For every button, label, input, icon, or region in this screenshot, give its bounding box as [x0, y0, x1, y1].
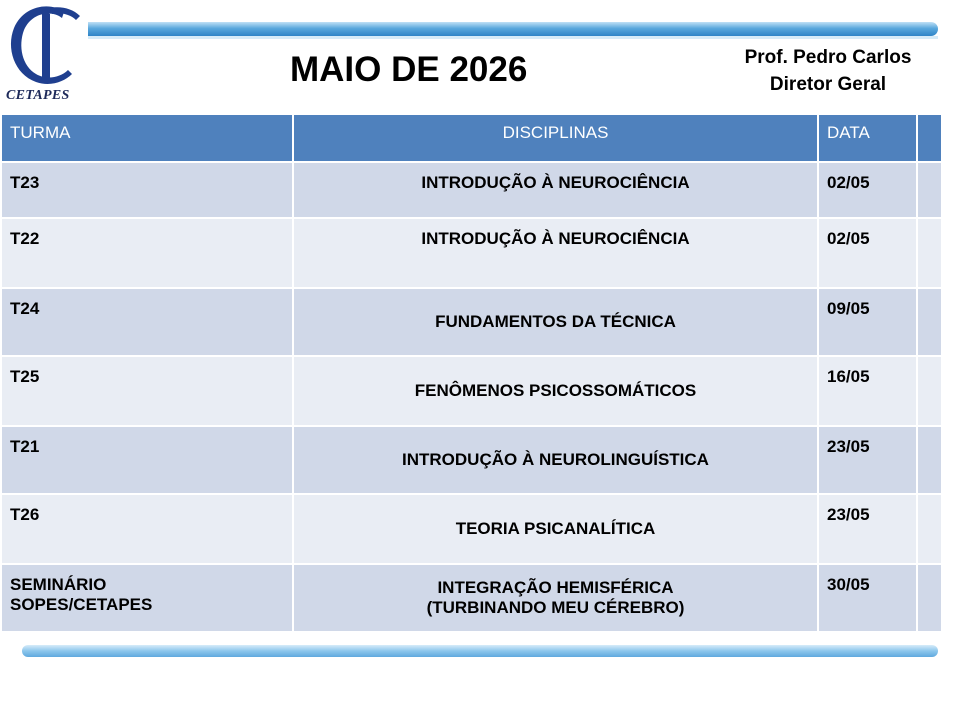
cell-data: 16/05 [818, 356, 917, 426]
table-row [1, 162, 942, 218]
table-row [1, 564, 942, 632]
cell-disciplina: INTRODUÇÃO À NEUROCIÊNCIA [293, 162, 818, 218]
top-decorative-line [88, 22, 938, 36]
cell-disciplina: FENÔMENOS PSICOSSOMÁTICOS [293, 356, 818, 426]
cell-turma [1, 564, 293, 632]
cell-disciplina: TEORIA PSICANALÍTICA [293, 494, 818, 564]
cell-disciplina: FUNDAMENTOS DA TÉCNICA [293, 288, 818, 356]
cell-extra [917, 356, 942, 426]
table-row [1, 494, 942, 564]
column-header-turma: TURMA [1, 114, 293, 162]
column-header-disciplinas: DISCIPLINAS [293, 114, 818, 162]
schedule-table [0, 113, 943, 633]
cell-data: 02/05 [818, 218, 917, 288]
cell-extra [917, 426, 942, 494]
cell-data: 09/05 [818, 288, 917, 356]
table-row [1, 288, 942, 356]
cell-turma: T24 [1, 288, 293, 356]
cell-disciplina: INTRODUÇÃO À NEUROLINGUÍSTICA [293, 426, 818, 494]
page-title: MAIO DE 2026 [290, 50, 528, 89]
bottom-decorative-line [22, 645, 938, 657]
cell-turma-line2: SOPES/CETAPES [10, 595, 153, 614]
cell-extra [917, 494, 942, 564]
cell-turma: T22 [1, 218, 293, 288]
cell-data: 30/05 [818, 564, 917, 632]
cell-disciplina: INTRODUÇÃO À NEUROCIÊNCIA [293, 218, 818, 288]
table-header-row [1, 114, 942, 162]
cell-turma: T23 [1, 162, 293, 218]
director-role: Diretor Geral [769, 74, 887, 95]
cell-data: 23/05 [818, 426, 917, 494]
table-row [1, 426, 942, 494]
cell-turma: T26 [1, 494, 293, 564]
top-decorative-line-highlight [88, 36, 938, 39]
director-name: Prof. Pedro Carlos [744, 47, 912, 68]
logo-text: CETAPES [6, 88, 70, 103]
column-header-extra [917, 114, 942, 162]
cell-turma-line1: SEMINÁRIO [10, 575, 107, 594]
table-row [1, 356, 942, 426]
column-header-data: DATA [818, 114, 917, 162]
cell-turma: T21 [1, 426, 293, 494]
director-block [728, 44, 928, 98]
cell-extra [917, 162, 942, 218]
cell-data: 02/05 [818, 162, 917, 218]
cell-disciplina-line2: (TURBINANDO MEU CÉREBRO) [426, 598, 685, 617]
cell-turma: T25 [1, 356, 293, 426]
cell-extra [917, 564, 942, 632]
table-row [1, 218, 942, 288]
cell-extra [917, 218, 942, 288]
cell-disciplina [293, 564, 818, 632]
cell-data: 23/05 [818, 494, 917, 564]
cell-disciplina-line1: INTEGRAÇÃO HEMISFÉRICA [437, 578, 674, 597]
cell-extra [917, 288, 942, 356]
